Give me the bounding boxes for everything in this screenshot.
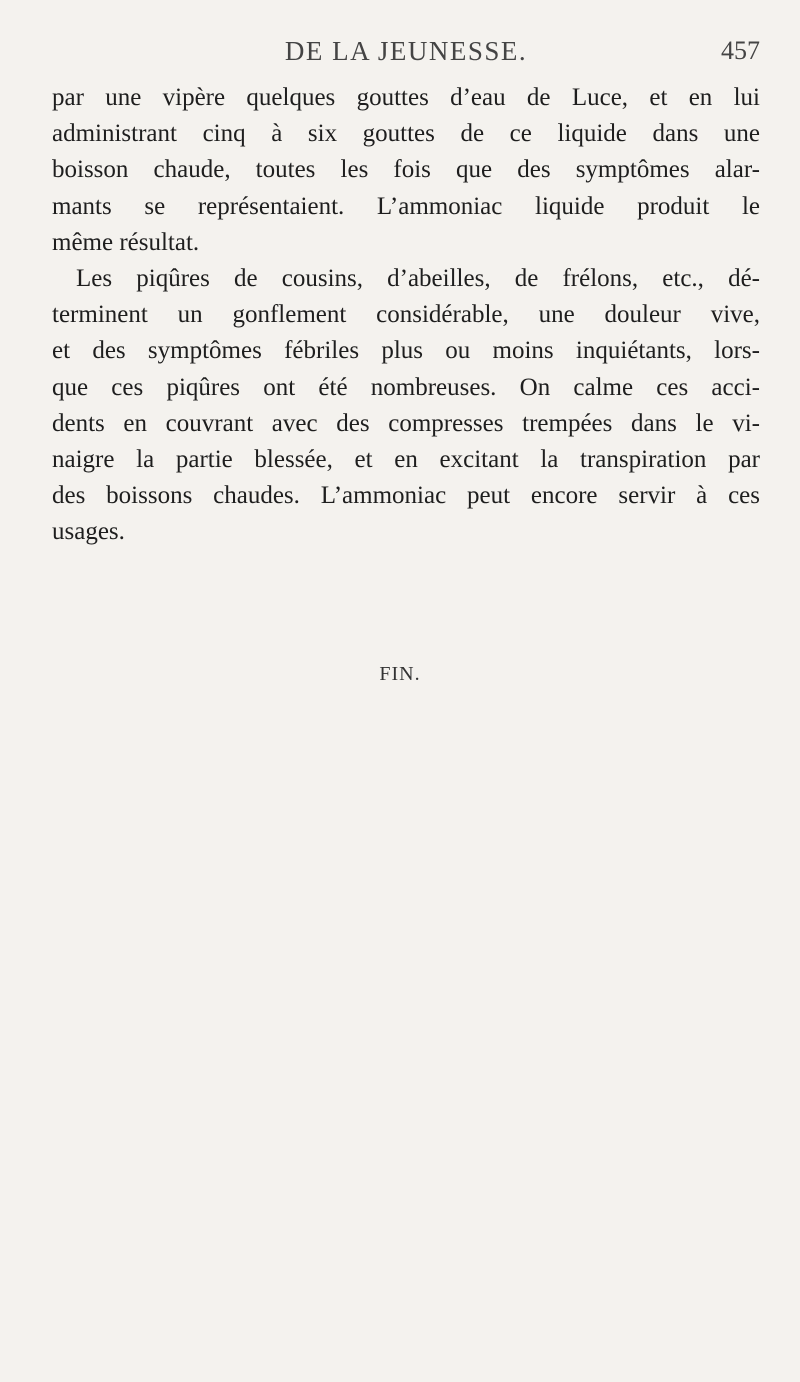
paragraph-1 (52, 80, 760, 261)
running-header (52, 36, 760, 72)
text-line: boisson chaude, toutes les fois que des symptômes alar- (52, 156, 760, 184)
text-line: dents en couvrant avec des compresses trempées dans le vi- (52, 409, 760, 437)
text-line: même résultat. (52, 228, 200, 256)
text-line: terminent un gonflement considérable, une douleur vive, (52, 301, 760, 329)
text-line: des boissons chaudes. L’ammoniac peut encore servir à ces (52, 482, 760, 510)
body-text (52, 80, 760, 550)
text-line: par une vipère quelques gouttes d’eau de Luce, et en lui (52, 84, 760, 111)
text-line: usages. (52, 518, 125, 546)
text-line: et des symptômes fébriles plus ou moins inquiétants, lors- (52, 337, 760, 365)
running-title: DE LA JEUNESSE. (284, 36, 528, 66)
page-number: 457 (721, 36, 760, 65)
text-line: que ces piqûres ont été nombreuses. On calme ces acci- (52, 373, 760, 401)
text-line: mants se représentaient. L’ammoniac liquide produit le (52, 192, 760, 220)
text-line: Les piqûres de cousins, d’abeilles, de frélons, etc., dé- (76, 264, 760, 292)
paragraph-2 (52, 261, 760, 551)
text-line: naigre la partie blessée, et en excitant la transpiration par (52, 445, 760, 473)
text-line: administrant cinq à six gouttes de ce liquide dans une (52, 120, 760, 148)
end-mark: FIN. (379, 663, 421, 685)
